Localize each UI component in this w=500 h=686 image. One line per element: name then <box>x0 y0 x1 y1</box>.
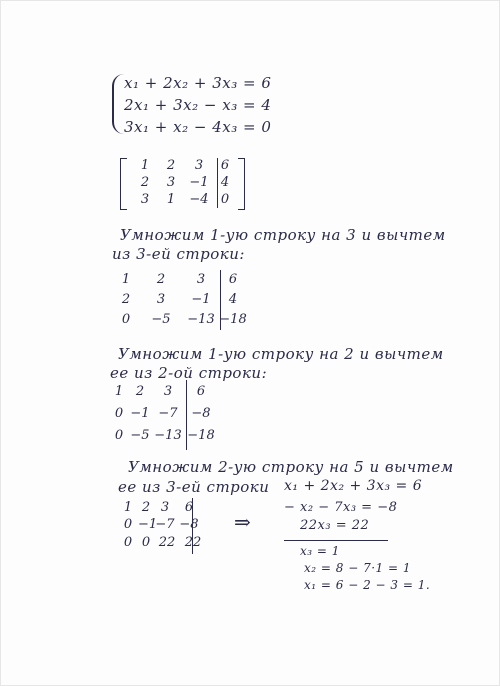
system-eq-3: 3x₁ + x₂ − 4x₃ = 0 <box>124 118 272 136</box>
solution-x1: x₁ = 6 − 2 − 3 = 1. <box>304 578 431 592</box>
step2-text-2: ее из 2-ой строки: <box>110 364 268 382</box>
system-eq-1: x₁ + 2x₂ + 3x₃ = 6 <box>124 74 272 92</box>
solution-x2: x₂ = 8 − 7·1 = 1 <box>304 561 411 575</box>
step1-text-2: из 3-ей строки: <box>112 245 245 263</box>
system-brace <box>112 74 124 134</box>
matrix0-right-bracket <box>238 158 245 210</box>
step1-matrix: 1 2 3 6 2 3 −1 4 0 −5 −13 −18 <box>121 272 247 327</box>
back-eq-1: − x₂ − 7x₃ = −8 <box>284 500 398 515</box>
step1-separator <box>220 270 221 330</box>
step2-matrix: 1 2 3 6 0 −1 −7 −8 0 −5 −13 −18 <box>114 384 215 443</box>
step3-separator <box>192 498 193 554</box>
step2-text-1: Умножим 1-ую строку на 2 и вычтем <box>118 345 444 363</box>
back-eq-underline <box>284 540 388 541</box>
matrix0-separator <box>217 158 218 208</box>
back-eq-2: 22x₃ = 22 <box>300 518 370 533</box>
matrix0-left-bracket <box>120 158 127 210</box>
step3-text-1: Умножим 2-ую строку на 5 и вычтем <box>128 458 454 476</box>
step2-separator <box>186 380 187 450</box>
step3-equation-top: x₁ + 2x₂ + 3x₃ = 6 <box>284 478 423 494</box>
system-eq-2: 2x₁ + 3x₂ − x₃ = 4 <box>124 96 272 114</box>
step3-text-2: ее из 3-ей строки <box>118 478 270 496</box>
solution-x3: x₃ = 1 <box>300 544 340 558</box>
matrix0: 1 2 3 6 2 3 −1 4 3 1 −4 0 <box>140 158 230 207</box>
step3-matrix: 1 2 3 6 0 −1−7 −8 0 0 22 22 <box>123 500 202 550</box>
implies-arrow: ⇒ <box>234 510 252 534</box>
step1-text-1: Умножим 1-ую строку на 3 и вычтем <box>120 226 446 244</box>
